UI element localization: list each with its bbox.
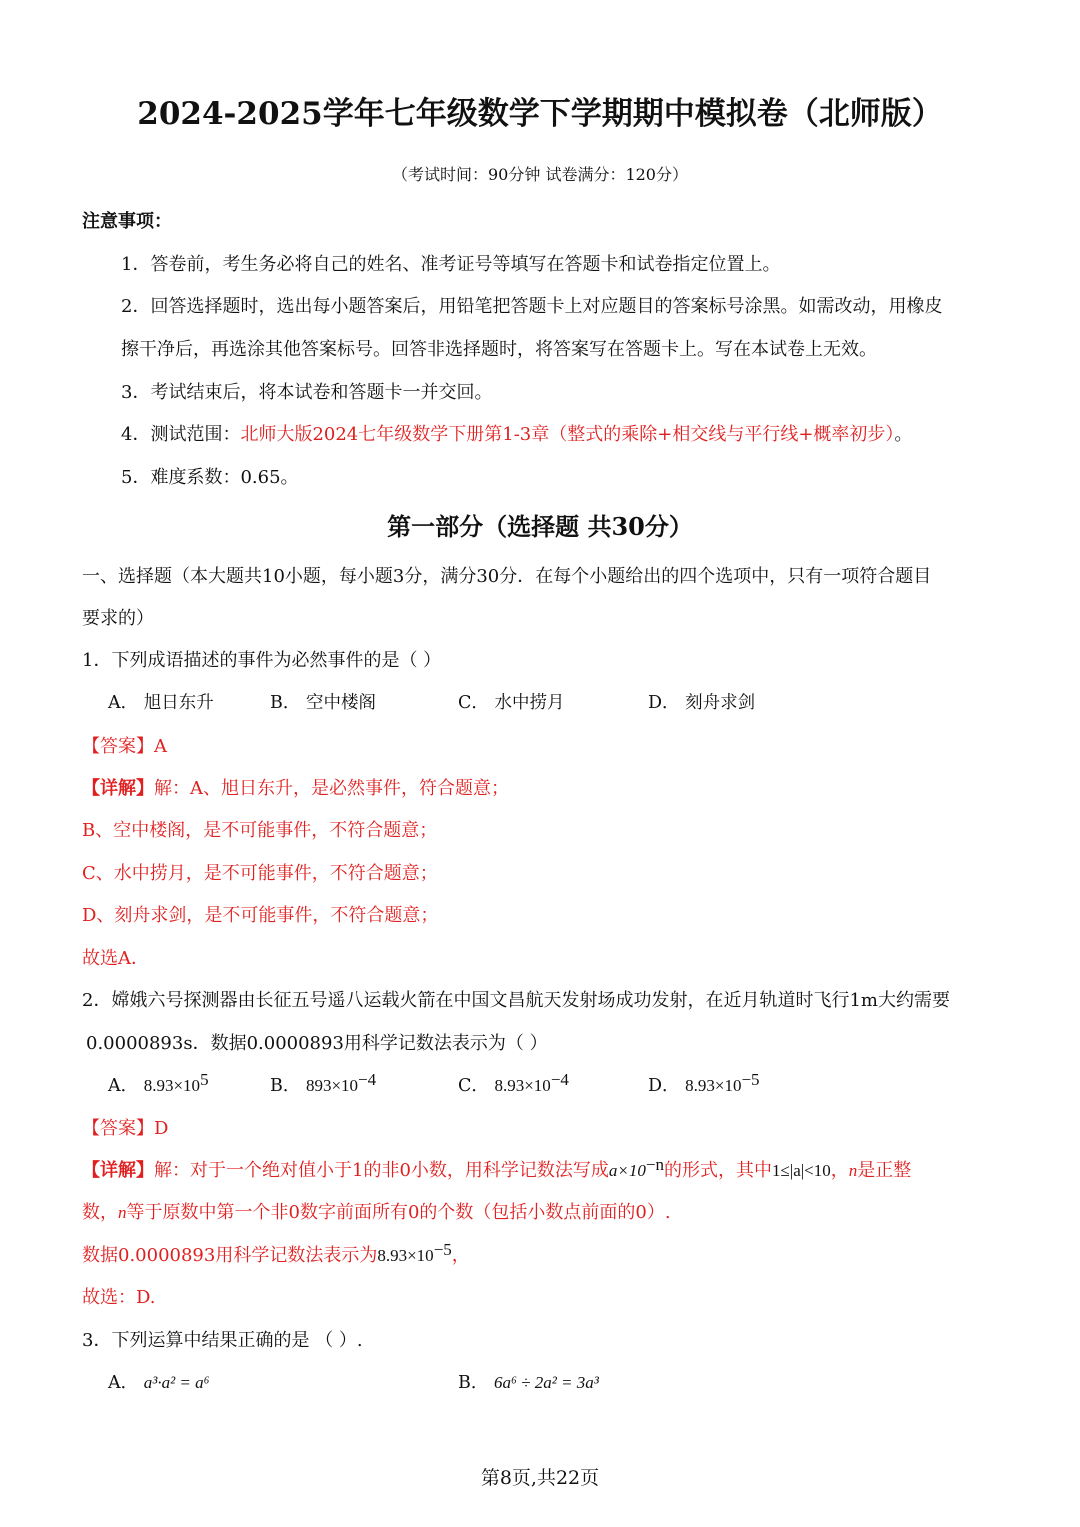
note-item-2-line-2: 擦干净后，再选涂其他答案标号。回答非选择题时，将答案写在答题卡上。写在本试卷上无效。 [121,339,877,360]
question-1-option-b: B． 空中楼阁 [270,693,376,713]
question-1-option-a: A． 旭日东升 [108,693,214,713]
note-item-1: 1．答卷前，考生务必将自己的姓名、准考证号等填写在答题卡和试卷指定位置上。 [121,254,781,275]
question-3-option-a: A． a³·a² = a⁶ [108,1373,210,1393]
page-number: 第8页,共22页 [480,1467,600,1489]
note-item-4 [121,420,912,446]
note-item-5: 5．难度系数：0.65。 [121,467,299,488]
question-2-option-c: C． $8.93\times 10^{-4}$ [458,1070,569,1096]
question-2-stem-line-1: 2．嫦娥六号探测器由长征五号遥八运载火箭在中国文昌航天发射场成功发射，在近月轨道时飞行1m大约需要 [82,990,950,1011]
question-2-conclusion: 故选：D. [82,1287,156,1308]
detail-label: 【详解】 [82,778,154,799]
question-1-option-c: C． 水中捞月 [458,693,565,713]
question-2-stem-line-2: 0.0000893s．数据0.0000893用科学记数法表示为（ ） [86,1033,548,1054]
question-1-detail-line-4: D、刻舟求剑，是不可能事件，不符合题意； [82,905,439,926]
part-one-instruction-line-1: 一、选择题（本大题共10小题，每小题3分，满分30分．在每个小题给出的四个选项中，只有一项符合题目 [82,566,932,587]
question-2-answer: 【答案】D [82,1118,169,1139]
question-2-detail-line-2: 数，n等于原数中第一个非0数字前面所有0的个数（包括小数点前面的0）. [82,1202,671,1223]
notes-heading: 注意事项： [82,211,172,232]
question-3-option-b: B． 6a⁶ ÷ 2a² = 3a³ [458,1373,599,1393]
note-item-4-suffix: 。 [894,424,913,445]
question-3-stem: 3．下列运算中结果正确的是 （ ）. [82,1330,363,1351]
question-1-conclusion: 故选A． [82,948,149,969]
part-one-title: 第一部分（选择题 共30分） [387,512,693,541]
question-2-detail-line-3: 数据0.0000893用科学记数法表示为$8.93\times 10^{-5}$， [82,1240,470,1266]
question-1-stem: 1．下列成语描述的事件为必然事件的是（ ） [82,650,442,671]
question-2-option-b: B． $893\times 10^{-4}$ [270,1070,377,1096]
test-range: 北师大版2024七年级数学下册第1-3章（整式的乘除+相交线与平行线+概率初步） [240,424,895,445]
question-1-detail-line-3: C、水中捞月，是不可能事件，不符合题意； [82,863,438,884]
question-1-detail-line-1: 【详解】解：A、旭日东升，是必然事件，符合题意； [82,778,509,799]
question-1-answer: 【答案】A [82,736,167,757]
note-item-3: 3．考试结束后，将本试卷和答题卡一并交回。 [121,382,493,403]
question-1-detail-line-2: B、空中楼阁，是不可能事件，不符合题意； [82,820,438,841]
note-item-2-line-1: 2．回答选择题时，选出每小题答案后，用铅笔把答题卡上对应题目的答案标号涂黑。如需改动，用橡皮 [121,296,943,317]
question-2-detail-line-1: 【详解】解：对于一个绝对值小于1的非0小数，用科学记数法写成$a\times 10^{-n}$的形式，其中1≤|a|<10，n是正整 [82,1155,912,1181]
question-1-option-d: D． 刻舟求剑 [648,693,756,713]
note-item-4-prefix: 4．测试范围： [121,424,241,445]
question-2-option-a: A． $8.93\times 10^5$ [108,1070,209,1096]
exam-title: 2024-2025学年七年级数学下学期期中模拟卷（北师版） [137,96,943,132]
exam-subtitle: （考试时间：90分钟 试卷满分：120分） [392,165,688,184]
question-2-option-d: D． $8.93\times 10^{-5}$ [648,1070,760,1096]
part-one-instruction-line-2: 要求的） [82,608,154,629]
